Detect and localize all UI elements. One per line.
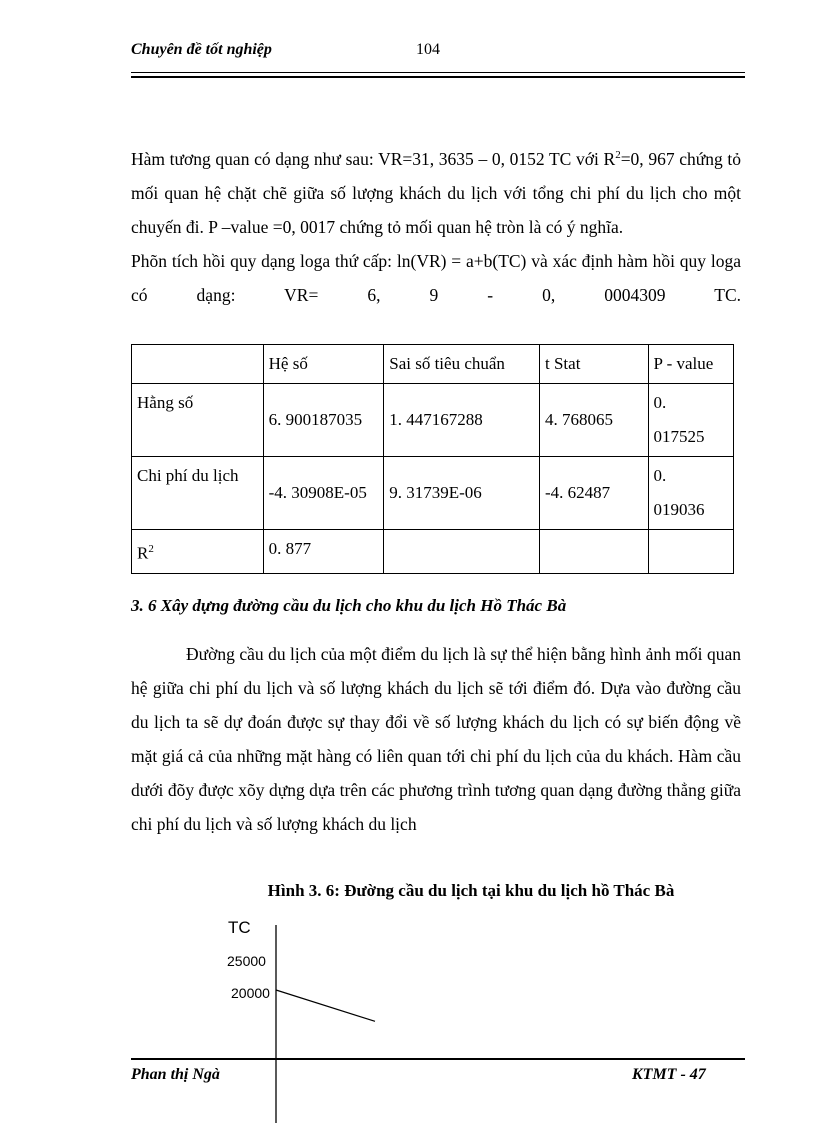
table-header-cell: Hệ số [263, 345, 384, 384]
t-cell: -4. 62487 [540, 457, 649, 530]
r2-base: R [137, 543, 149, 563]
section-body: Đường cầu du lịch của một điểm du lịch là sự thể hiện bằng hình ảnh mối quan hệ giữa chi phí du lịch và số lượng khách du lịch sẽ tới điểm đó. Dựa vào đường cầu du lịch ta sẽ dự đoán được sự thay đổi về số lượng khách du lịch có sự biến động về mặt giá cả của những mặt hàng có liên quan tới chi phí du lịch của du khách. Hàm cầu dưới đõy được xõy dựng dựa trên các phương trình tương quan dạng đường thẳng giữa chi phí du lịch và số lượng khách du lịch [131, 644, 741, 834]
demand-curve-line [276, 990, 375, 1021]
table-header-cell: P - value [648, 345, 733, 384]
regression-text-a: Hàm tương quan có dạng như sau: VR=31, 3635 – 0, 0152 TC với R [131, 148, 616, 169]
header-title: Chuyên đề tốt nghiệp [131, 41, 272, 58]
p-part: 019036 [653, 500, 705, 519]
page-number: 104 [416, 41, 440, 58]
coef-cell: -4. 30908E-05 [263, 457, 384, 530]
footer-class: KTMT - 47 [632, 1066, 706, 1083]
log-regression-text: Phõn tích hồi quy dạng loga thứ cấp: ln(VR) = a+b(TC) và xác định hàm hồi quy loga có dạng: VR= 6, 9 - 0, 0004309 TC. [131, 250, 741, 305]
regression-text-b: =0, 967 chứng tỏ mối quan hệ chặt chẽ giữa số lượng khách du lịch với tổng chi phí du lịch cho một chuyến đi. P –value =0, 0017 chứng tỏ mối quan hệ tròn là có ý nghĩa. [131, 148, 742, 237]
section-heading: 3. 6 Xây dựng đường cầu du lịch cho khu du lịch Hồ Thác Bà [131, 596, 567, 615]
y-tick-label: 20000 [231, 985, 270, 1001]
p-part: 0. [653, 466, 667, 485]
se-cell: 1. 447167288 [384, 384, 540, 457]
figure-title: Hình 3. 6: Đường cầu du lịch tại khu du lịch hồ Thác Bà [267, 881, 675, 900]
table-header-cell: t Stat [540, 345, 649, 384]
r2-value: 0. 877 [263, 530, 384, 574]
row-label: Chi phí du lịch [132, 457, 264, 530]
r-squared-sup: 2 [615, 149, 621, 161]
y-tick-label: 25000 [227, 953, 266, 969]
footer-author: Phan thị Ngà [131, 1066, 220, 1083]
se-cell: 9. 31739E-06 [384, 457, 540, 530]
y-axis-label: TC [228, 918, 251, 937]
row-label: Hằng số [132, 384, 264, 457]
r2-sup: 2 [148, 543, 154, 555]
coef-cell: 6. 900187035 [263, 384, 384, 457]
footer-rule [131, 1058, 745, 1060]
p-part: 0. [653, 393, 667, 412]
p-part: 017525 [653, 427, 705, 446]
table-header-cell: Sai số tiêu chuẩn [384, 345, 540, 384]
t-cell: 4. 768065 [540, 384, 649, 457]
